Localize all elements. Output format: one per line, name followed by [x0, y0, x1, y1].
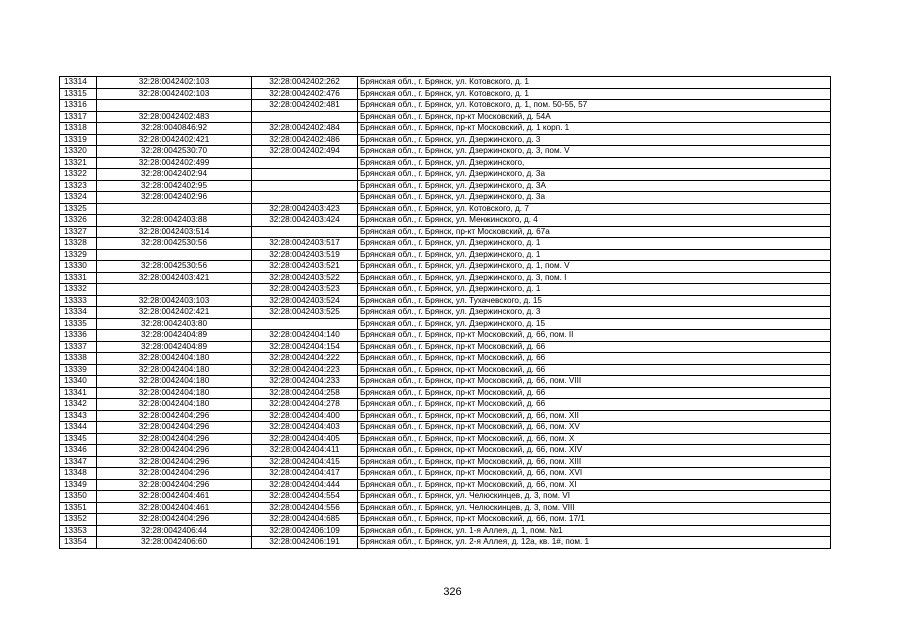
- table-row: [60, 111, 831, 123]
- object-cadastral-number-cell: 32:28:0042404:411: [252, 445, 358, 457]
- table-row: [60, 88, 831, 100]
- table-row: [60, 169, 831, 181]
- object-cadastral-number-cell: 32:28:0042403:424: [252, 215, 358, 227]
- address-cell: Брянская обл., г. Брянск, пр-кт Московский, д. 66, пом. XVI: [358, 468, 831, 480]
- address-cell: Брянская обл., г. Брянск, ул. Дзержинского, д. 1, пом. V: [358, 261, 831, 273]
- address-cell: Брянская обл., г. Брянск, ул. Дзержинского, д. 1: [358, 249, 831, 261]
- object-cadastral-number-cell: 32:28:0042406:191: [252, 537, 358, 549]
- parcel-cadastral-number-cell: 32:28:0042404:296: [97, 468, 252, 480]
- parcel-cadastral-number-cell: 32:28:0042404:461: [97, 502, 252, 514]
- address-cell: Брянская обл., г. Брянск, пр-кт Московский, д. 66: [358, 399, 831, 411]
- record-number-cell: 13315: [60, 88, 97, 100]
- object-cadastral-number-cell: 32:28:0042404:400: [252, 410, 358, 422]
- parcel-cadastral-number-cell: 32:28:0042530:70: [97, 146, 252, 158]
- object-cadastral-number-cell: 32:28:0042404:556: [252, 502, 358, 514]
- object-cadastral-number-cell: 32:28:0042404:140: [252, 330, 358, 342]
- table-row: [60, 491, 831, 503]
- parcel-cadastral-number-cell: 32:28:0042404:89: [97, 330, 252, 342]
- record-number-cell: 13330: [60, 261, 97, 273]
- object-cadastral-number-cell: 32:28:0042402:486: [252, 134, 358, 146]
- parcel-cadastral-number-cell: 32:28:0042404:296: [97, 433, 252, 445]
- object-cadastral-number-cell: 32:28:0042404:554: [252, 491, 358, 503]
- object-cadastral-number-cell: 32:28:0042404:444: [252, 479, 358, 491]
- table-row: [60, 284, 831, 296]
- parcel-cadastral-number-cell: 32:28:0042404:296: [97, 479, 252, 491]
- table-row: [60, 422, 831, 434]
- table-row: [60, 272, 831, 284]
- object-cadastral-number-cell: 32:28:0042406:109: [252, 525, 358, 537]
- parcel-cadastral-number-cell: 32:28:0042404:296: [97, 514, 252, 526]
- record-number-cell: 13353: [60, 525, 97, 537]
- record-number-cell: 13354: [60, 537, 97, 549]
- object-cadastral-number-cell: 32:28:0042403:519: [252, 249, 358, 261]
- record-number-cell: 13343: [60, 410, 97, 422]
- parcel-cadastral-number-cell: 32:28:0042403:103: [97, 295, 252, 307]
- record-number-cell: 13326: [60, 215, 97, 227]
- parcel-cadastral-number-cell: 32:28:0040846:92: [97, 123, 252, 135]
- address-cell: Брянская обл., г. Брянск, ул. Челюскинцев, д. 3, пом. VI: [358, 491, 831, 503]
- object-cadastral-number-cell: 32:28:0042402:476: [252, 88, 358, 100]
- object-cadastral-number-cell: 32:28:0042404:405: [252, 433, 358, 445]
- table-row: [60, 307, 831, 319]
- object-cadastral-number-cell: 32:28:0042404:233: [252, 376, 358, 388]
- table-row: [60, 215, 831, 227]
- object-cadastral-number-cell: 32:28:0042402:494: [252, 146, 358, 158]
- record-number-cell: 13319: [60, 134, 97, 146]
- record-number-cell: 13350: [60, 491, 97, 503]
- table-row: [60, 479, 831, 491]
- address-cell: Брянская обл., г. Брянск, пр-кт Московский, д. 66, пом. XII: [358, 410, 831, 422]
- record-number-cell: 13347: [60, 456, 97, 468]
- object-cadastral-number-cell: [252, 192, 358, 204]
- record-number-cell: 13327: [60, 226, 97, 238]
- address-cell: Брянская обл., г. Брянск, ул. Котовского, д. 1: [358, 88, 831, 100]
- address-cell: Брянская обл., г. Брянск, пр-кт Московский, д. 66, пом. VIII: [358, 376, 831, 388]
- object-cadastral-number-cell: 32:28:0042404:222: [252, 353, 358, 365]
- parcel-cadastral-number-cell: 32:28:0042404:180: [97, 364, 252, 376]
- table-row: [60, 433, 831, 445]
- address-cell: Брянская обл., г. Брянск, ул. Дзержинского, д. 1: [358, 284, 831, 296]
- parcel-cadastral-number-cell: 32:28:0042402:103: [97, 77, 252, 89]
- record-number-cell: 13335: [60, 318, 97, 330]
- address-cell: Брянская обл., г. Брянск, ул. Дзержинского, д. 3а: [358, 169, 831, 181]
- parcel-cadastral-number-cell: 32:28:0042402:483: [97, 111, 252, 123]
- address-cell: Брянская обл., г. Брянск, ул. Дзержинского, д. 15: [358, 318, 831, 330]
- record-number-cell: 13345: [60, 433, 97, 445]
- parcel-cadastral-number-cell: 32:28:0042402:499: [97, 157, 252, 169]
- table-row: [60, 318, 831, 330]
- record-number-cell: 13321: [60, 157, 97, 169]
- address-cell: Брянская обл., г. Брянск, пр-кт Московский, д. 66, пом. II: [358, 330, 831, 342]
- record-number-cell: 13317: [60, 111, 97, 123]
- object-cadastral-number-cell: 32:28:0042402:262: [252, 77, 358, 89]
- parcel-cadastral-number-cell: 32:28:0042404:180: [97, 353, 252, 365]
- parcel-cadastral-number-cell: 32:28:0042402:94: [97, 169, 252, 181]
- table-row: [60, 77, 831, 89]
- table-row: [60, 157, 831, 169]
- record-number-cell: 13322: [60, 169, 97, 181]
- parcel-cadastral-number-cell: 32:28:0042402:96: [97, 192, 252, 204]
- address-cell: Брянская обл., г. Брянск, пр-кт Московский, д. 66: [358, 341, 831, 353]
- address-cell: Брянская обл., г. Брянск, ул. Дзержинского,: [358, 157, 831, 169]
- address-cell: Брянская обл., г. Брянск, ул. Дзержинского, д. 3: [358, 307, 831, 319]
- record-number-cell: 13328: [60, 238, 97, 250]
- table-row: [60, 341, 831, 353]
- table-row: [60, 192, 831, 204]
- table-row: [60, 537, 831, 549]
- table-row: [60, 295, 831, 307]
- object-cadastral-number-cell: [252, 157, 358, 169]
- address-cell: Брянская обл., г. Брянск, пр-кт Московский, д. 66, пом. XIII: [358, 456, 831, 468]
- address-cell: Брянская обл., г. Брянск, пр-кт Московский, д. 66: [358, 353, 831, 365]
- object-cadastral-number-cell: 32:28:0042404:223: [252, 364, 358, 376]
- parcel-cadastral-number-cell: [97, 100, 252, 112]
- record-number-cell: 13346: [60, 445, 97, 457]
- table-row: [60, 330, 831, 342]
- table-row: [60, 249, 831, 261]
- parcel-cadastral-number-cell: 32:28:0042403:88: [97, 215, 252, 227]
- record-number-cell: 13333: [60, 295, 97, 307]
- parcel-cadastral-number-cell: 32:28:0042402:421: [97, 134, 252, 146]
- address-cell: Брянская обл., г. Брянск, пр-кт Московский, д. 66, пом. XV: [358, 422, 831, 434]
- address-cell: Брянская обл., г. Брянск, ул. Тухачевского, д. 15: [358, 295, 831, 307]
- table-row: [60, 146, 831, 158]
- record-number-cell: 13323: [60, 180, 97, 192]
- object-cadastral-number-cell: 32:28:0042404:417: [252, 468, 358, 480]
- object-cadastral-number-cell: 32:28:0042404:415: [252, 456, 358, 468]
- address-cell: Брянская обл., г. Брянск, пр-кт Московский, д. 66, пом. XIV: [358, 445, 831, 457]
- record-number-cell: 13329: [60, 249, 97, 261]
- object-cadastral-number-cell: [252, 226, 358, 238]
- address-cell: Брянская обл., г. Брянск, ул. Дзержинского, д. 3, пом. V: [358, 146, 831, 158]
- records-table: [59, 76, 831, 549]
- address-cell: Брянская обл., г. Брянск, ул. Дзержинского, д. 3: [358, 134, 831, 146]
- object-cadastral-number-cell: 32:28:0042403:521: [252, 261, 358, 273]
- address-cell: Брянская обл., г. Брянск, пр-кт Московский, д. 66: [358, 387, 831, 399]
- table-row: [60, 456, 831, 468]
- object-cadastral-number-cell: 32:28:0042403:522: [252, 272, 358, 284]
- record-number-cell: 13316: [60, 100, 97, 112]
- object-cadastral-number-cell: 32:28:0042404:278: [252, 399, 358, 411]
- table-row: [60, 376, 831, 388]
- record-number-cell: 13352: [60, 514, 97, 526]
- parcel-cadastral-number-cell: 32:28:0042406:44: [97, 525, 252, 537]
- record-number-cell: 13348: [60, 468, 97, 480]
- parcel-cadastral-number-cell: 32:28:0042404:296: [97, 410, 252, 422]
- record-number-cell: 13324: [60, 192, 97, 204]
- table-row: [60, 203, 831, 215]
- parcel-cadastral-number-cell: 32:28:0042403:421: [97, 272, 252, 284]
- parcel-cadastral-number-cell: 32:28:0042406:60: [97, 537, 252, 549]
- record-number-cell: 13349: [60, 479, 97, 491]
- address-cell: Брянская обл., г. Брянск, пр-кт Московский, д. 54А: [358, 111, 831, 123]
- table-row: [60, 238, 831, 250]
- object-cadastral-number-cell: 32:28:0042404:685: [252, 514, 358, 526]
- address-cell: Брянская обл., г. Брянск, ул. Котовского, д. 1: [358, 77, 831, 89]
- record-number-cell: 13331: [60, 272, 97, 284]
- page-number: 326: [443, 586, 462, 598]
- address-cell: Брянская обл., г. Брянск, ул. Дзержинского, д. 1: [358, 238, 831, 250]
- parcel-cadastral-number-cell: [97, 284, 252, 296]
- address-cell: Брянская обл., г. Брянск, пр-кт Московский, д. 66: [358, 364, 831, 376]
- table-row: [60, 399, 831, 411]
- table-row: [60, 468, 831, 480]
- records-table-body: [60, 77, 831, 549]
- record-number-cell: 13320: [60, 146, 97, 158]
- address-cell: Брянская обл., г. Брянск, ул. Дзержинского, д. 3а: [358, 192, 831, 204]
- parcel-cadastral-number-cell: 32:28:0042403:80: [97, 318, 252, 330]
- object-cadastral-number-cell: [252, 169, 358, 181]
- record-number-cell: 13344: [60, 422, 97, 434]
- object-cadastral-number-cell: 32:28:0042403:423: [252, 203, 358, 215]
- parcel-cadastral-number-cell: 32:28:0042402:103: [97, 88, 252, 100]
- record-number-cell: 13325: [60, 203, 97, 215]
- address-cell: Брянская обл., г. Брянск, ул. Дзержинского, д. 3А: [358, 180, 831, 192]
- parcel-cadastral-number-cell: [97, 203, 252, 215]
- table-row: [60, 514, 831, 526]
- address-cell: Брянская обл., г. Брянск, ул. Челюскинцев, д. 3, пом. VIII: [358, 502, 831, 514]
- address-cell: Брянская обл., г. Брянск, ул. 2-я Аллея, д. 12а, кв. 1#, пом. 1: [358, 537, 831, 549]
- address-cell: Брянская обл., г. Брянск, пр-кт Московский, д. 66, пом. X: [358, 433, 831, 445]
- record-number-cell: 13334: [60, 307, 97, 319]
- object-cadastral-number-cell: 32:28:0042403:524: [252, 295, 358, 307]
- parcel-cadastral-number-cell: 32:28:0042404:461: [97, 491, 252, 503]
- record-number-cell: 13332: [60, 284, 97, 296]
- parcel-cadastral-number-cell: 32:28:0042402:421: [97, 307, 252, 319]
- address-cell: Брянская обл., г. Брянск, пр-кт Московский, д. 66, пом. XI: [358, 479, 831, 491]
- parcel-cadastral-number-cell: 32:28:0042403:514: [97, 226, 252, 238]
- record-number-cell: 13340: [60, 376, 97, 388]
- parcel-cadastral-number-cell: 32:28:0042404:180: [97, 399, 252, 411]
- table-row: [60, 353, 831, 365]
- object-cadastral-number-cell: 32:28:0042403:525: [252, 307, 358, 319]
- parcel-cadastral-number-cell: 32:28:0042404:296: [97, 456, 252, 468]
- parcel-cadastral-number-cell: 32:28:0042530:56: [97, 261, 252, 273]
- address-cell: Брянская обл., г. Брянск, ул. Котовского, д. 1, пом. 50-55, 57: [358, 100, 831, 112]
- object-cadastral-number-cell: 32:28:0042402:484: [252, 123, 358, 135]
- record-number-cell: 13339: [60, 364, 97, 376]
- table-row: [60, 410, 831, 422]
- address-cell: Брянская обл., г. Брянск, ул. Менжинского, д. 4: [358, 215, 831, 227]
- table-row: [60, 226, 831, 238]
- object-cadastral-number-cell: 32:28:0042404:154: [252, 341, 358, 353]
- address-cell: Брянская обл., г. Брянск, пр-кт Московский, д. 66, пом. 17/1: [358, 514, 831, 526]
- parcel-cadastral-number-cell: 32:28:0042530:56: [97, 238, 252, 250]
- table-row: [60, 364, 831, 376]
- record-number-cell: 13336: [60, 330, 97, 342]
- table-row: [60, 100, 831, 112]
- record-number-cell: 13314: [60, 77, 97, 89]
- table-row: [60, 445, 831, 457]
- record-number-cell: 13337: [60, 341, 97, 353]
- record-number-cell: 13338: [60, 353, 97, 365]
- table-row: [60, 123, 831, 135]
- record-number-cell: 13341: [60, 387, 97, 399]
- table-row: [60, 387, 831, 399]
- object-cadastral-number-cell: [252, 111, 358, 123]
- object-cadastral-number-cell: [252, 318, 358, 330]
- object-cadastral-number-cell: 32:28:0042404:403: [252, 422, 358, 434]
- table-row: [60, 502, 831, 514]
- parcel-cadastral-number-cell: 32:28:0042404:296: [97, 422, 252, 434]
- table-row: [60, 261, 831, 273]
- table-row: [60, 525, 831, 537]
- parcel-cadastral-number-cell: 32:28:0042404:89: [97, 341, 252, 353]
- record-number-cell: 13318: [60, 123, 97, 135]
- address-cell: Брянская обл., г. Брянск, пр-кт Московский, д. 67а: [358, 226, 831, 238]
- object-cadastral-number-cell: 32:28:0042403:523: [252, 284, 358, 296]
- address-cell: Брянская обл., г. Брянск, ул. Котовского, д. 7: [358, 203, 831, 215]
- record-number-cell: 13342: [60, 399, 97, 411]
- object-cadastral-number-cell: 32:28:0042402:481: [252, 100, 358, 112]
- parcel-cadastral-number-cell: 32:28:0042404:180: [97, 387, 252, 399]
- parcel-cadastral-number-cell: [97, 249, 252, 261]
- parcel-cadastral-number-cell: 32:28:0042404:180: [97, 376, 252, 388]
- address-cell: Брянская обл., г. Брянск, ул. 1-я Аллея, д. 1, пом. №1: [358, 525, 831, 537]
- address-cell: Брянская обл., г. Брянск, ул. Дзержинского, д. 3, пом. I: [358, 272, 831, 284]
- table-row: [60, 180, 831, 192]
- record-number-cell: 13351: [60, 502, 97, 514]
- object-cadastral-number-cell: 32:28:0042404:258: [252, 387, 358, 399]
- object-cadastral-number-cell: 32:28:0042403:517: [252, 238, 358, 250]
- object-cadastral-number-cell: [252, 180, 358, 192]
- table-row: [60, 134, 831, 146]
- parcel-cadastral-number-cell: 32:28:0042402:95: [97, 180, 252, 192]
- parcel-cadastral-number-cell: 32:28:0042404:296: [97, 445, 252, 457]
- address-cell: Брянская обл., г. Брянск, пр-кт Московский, д. 1 корп. 1: [358, 123, 831, 135]
